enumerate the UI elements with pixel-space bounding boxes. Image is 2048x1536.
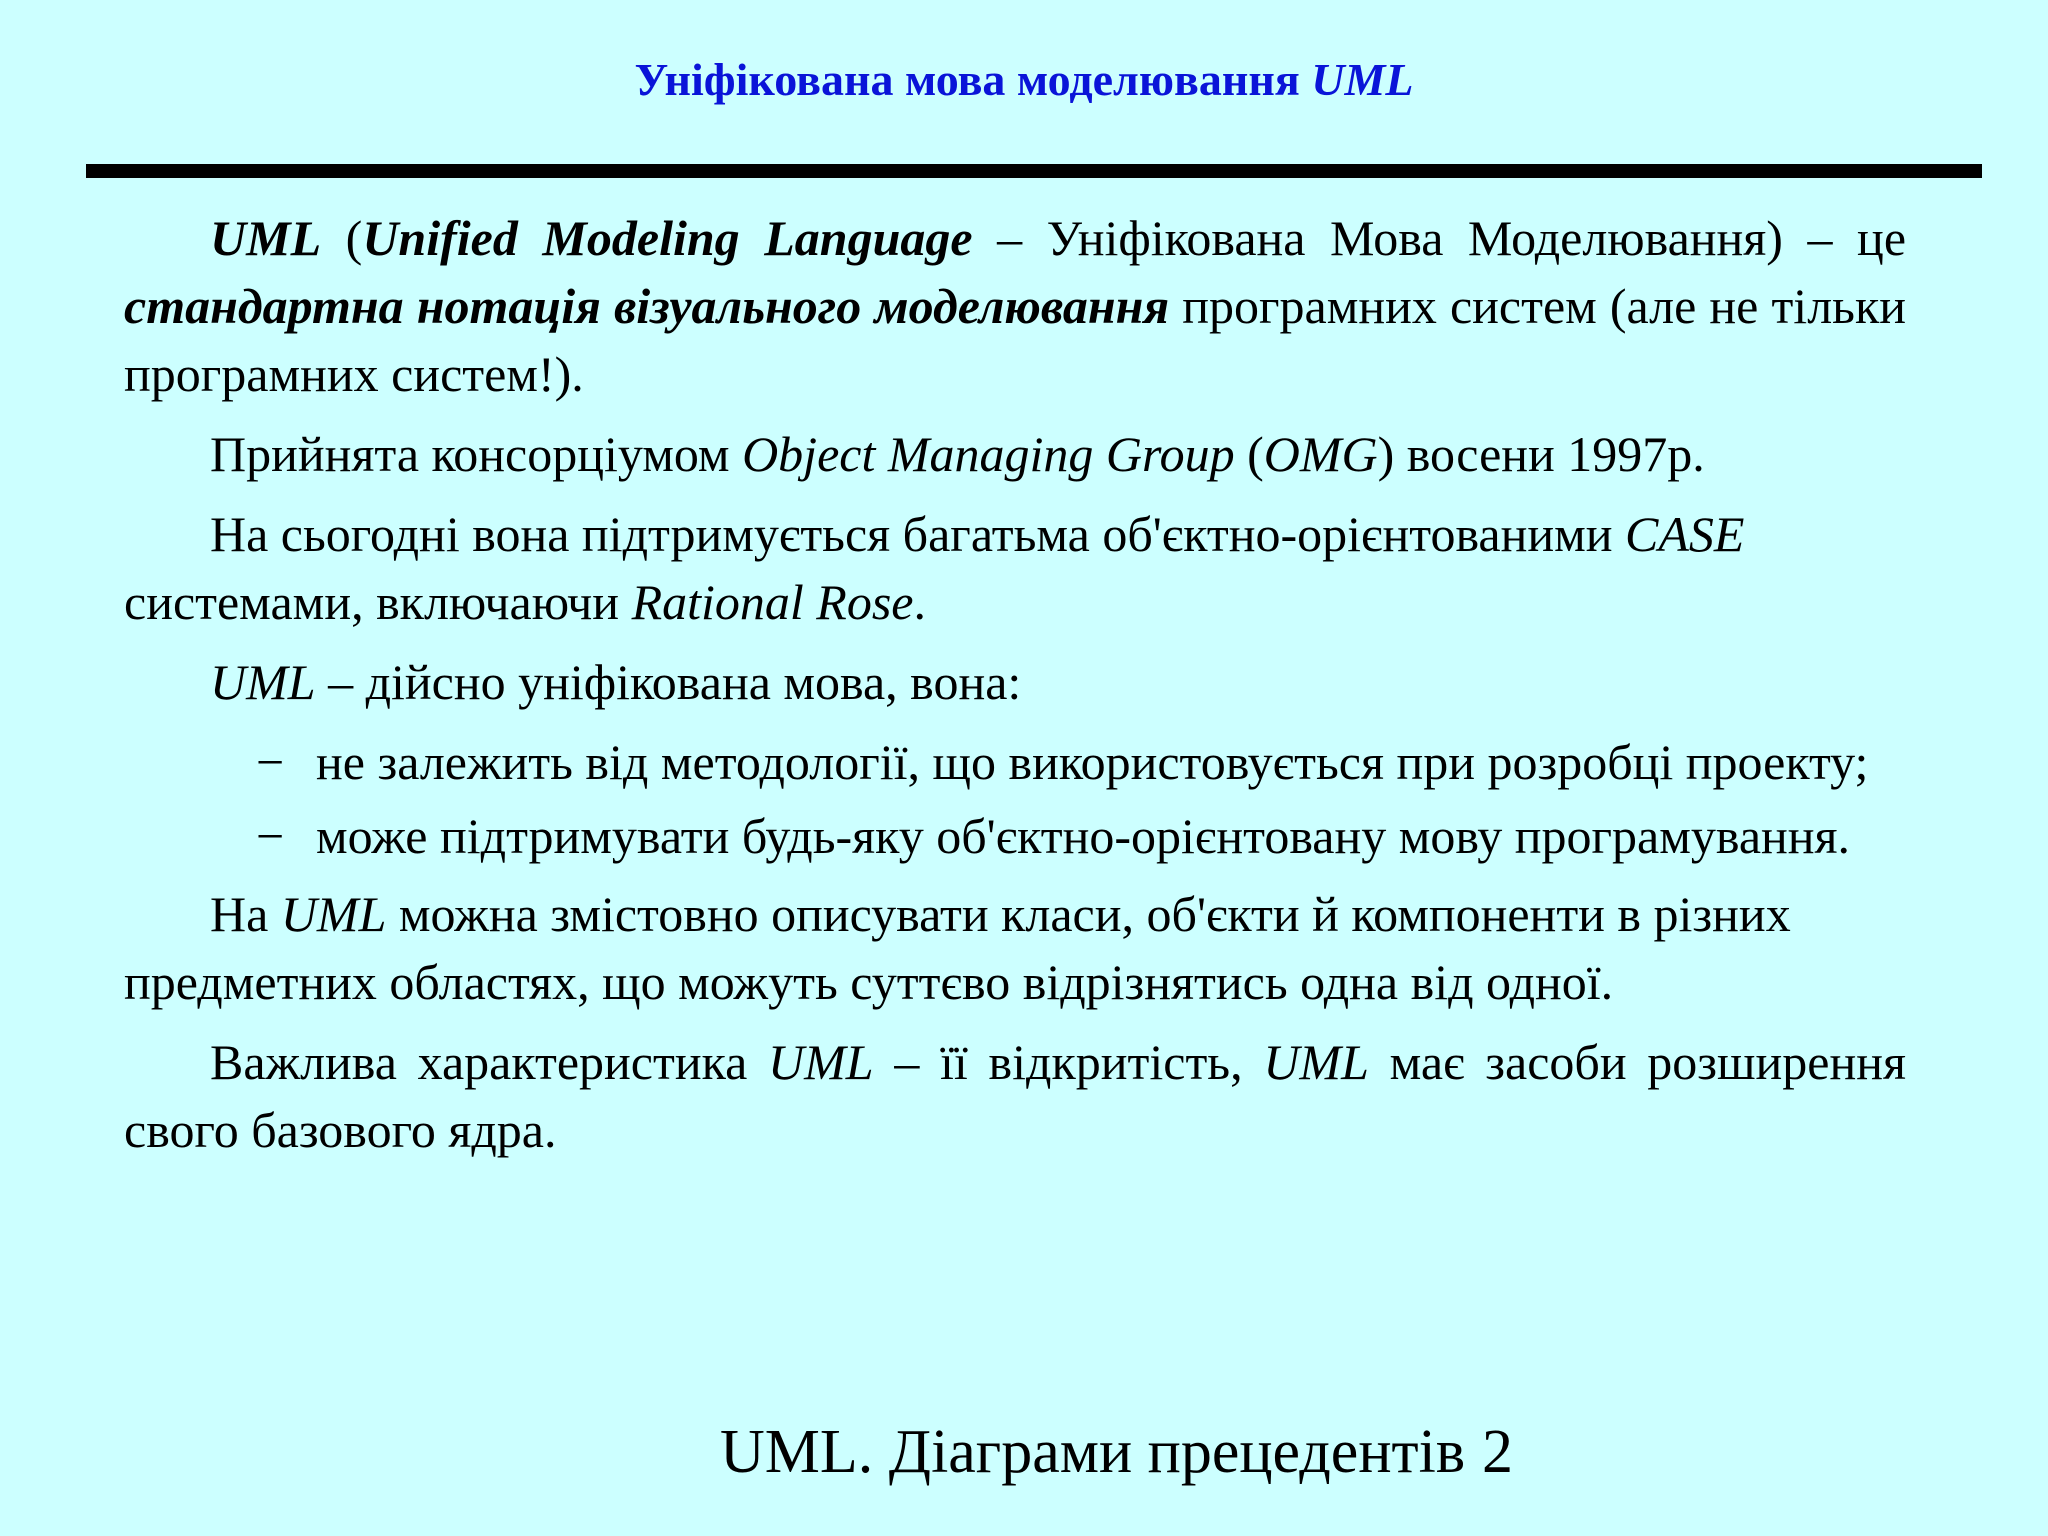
text-fragment: системами, включаючи — [124, 574, 632, 630]
term-omg: OMG — [1263, 426, 1378, 482]
bullet-item — [124, 728, 1906, 796]
term-rational-rose: Rational Rose — [631, 574, 914, 630]
text-fragment: . — [913, 574, 926, 630]
bullet-list — [124, 728, 1906, 870]
slide-footer: UML. Діаграми прецедентів — [720, 1418, 1466, 1486]
text-fragment: можна змістовно описувати класи, об'єкти й компоненти в різних предметних областях, що можуть суттєво відрізнятись одна від одної. — [124, 886, 1791, 1010]
term-uml: UML — [1263, 1034, 1369, 1090]
bullet-dash: − — [256, 808, 285, 864]
slide-title-text: Уніфікована мова моделювання — [634, 54, 1312, 105]
text-fragment: ( — [1234, 426, 1264, 482]
slide-title — [0, 52, 2048, 107]
slide-title-uml: UML — [1311, 54, 1414, 105]
paragraph-domains — [124, 880, 1906, 1016]
term-unified-modeling-language: Unified Modeling Language — [362, 210, 973, 266]
text-fragment: ( — [321, 210, 363, 266]
text-fragment: Прийнята консорціумом — [210, 426, 743, 482]
emphasis-standard-notation: стандартна нотація візуального моделювання — [124, 278, 1170, 334]
paragraph-unified-language — [124, 648, 1906, 716]
paragraph-case-tools — [124, 500, 1906, 636]
text-fragment: На сьогодні вона підтримується багатьма об'єктно-орієнтованими — [210, 506, 1626, 562]
bullet-item — [124, 802, 1906, 870]
text-fragment: має засоби розширення свого базового ядра. — [124, 1034, 1906, 1158]
slide-body — [124, 204, 1906, 1176]
term-uml: UML — [210, 654, 316, 710]
term-uml: UML — [280, 886, 387, 942]
text-fragment: – дійсно уніфікована мова, вона: — [315, 654, 1022, 710]
page-number: 2 — [1482, 1418, 1513, 1486]
title-divider — [86, 164, 1982, 178]
paragraph-omg — [124, 420, 1906, 488]
text-fragment: – її відкритість, — [873, 1034, 1264, 1090]
term-uml: UML — [768, 1034, 874, 1090]
paragraph-openness — [124, 1028, 1906, 1164]
bullet-text: не залежить від методології, що використовується при розробці проекту; — [316, 734, 1869, 790]
bullet-text: може підтримувати будь-яку об'єктно-орієнтовану мову програмування. — [316, 808, 1851, 864]
text-fragment: програмних систем (але не тільки програмних систем!). — [124, 278, 1906, 402]
term-object-managing-group: Object Managing Group — [742, 426, 1235, 482]
bullet-dash: − — [256, 734, 285, 790]
paragraph-uml-definition — [124, 204, 1906, 408]
text-fragment: На — [210, 886, 281, 942]
text-fragment: Важлива характеристика — [210, 1034, 769, 1090]
term-case: CASE — [1625, 506, 1745, 562]
text-fragment: ) восени 1997р. — [1377, 426, 1705, 482]
text-fragment: – Уніфікована Мова Моделювання) – це — [972, 210, 1907, 266]
term-uml: UML — [210, 210, 322, 266]
